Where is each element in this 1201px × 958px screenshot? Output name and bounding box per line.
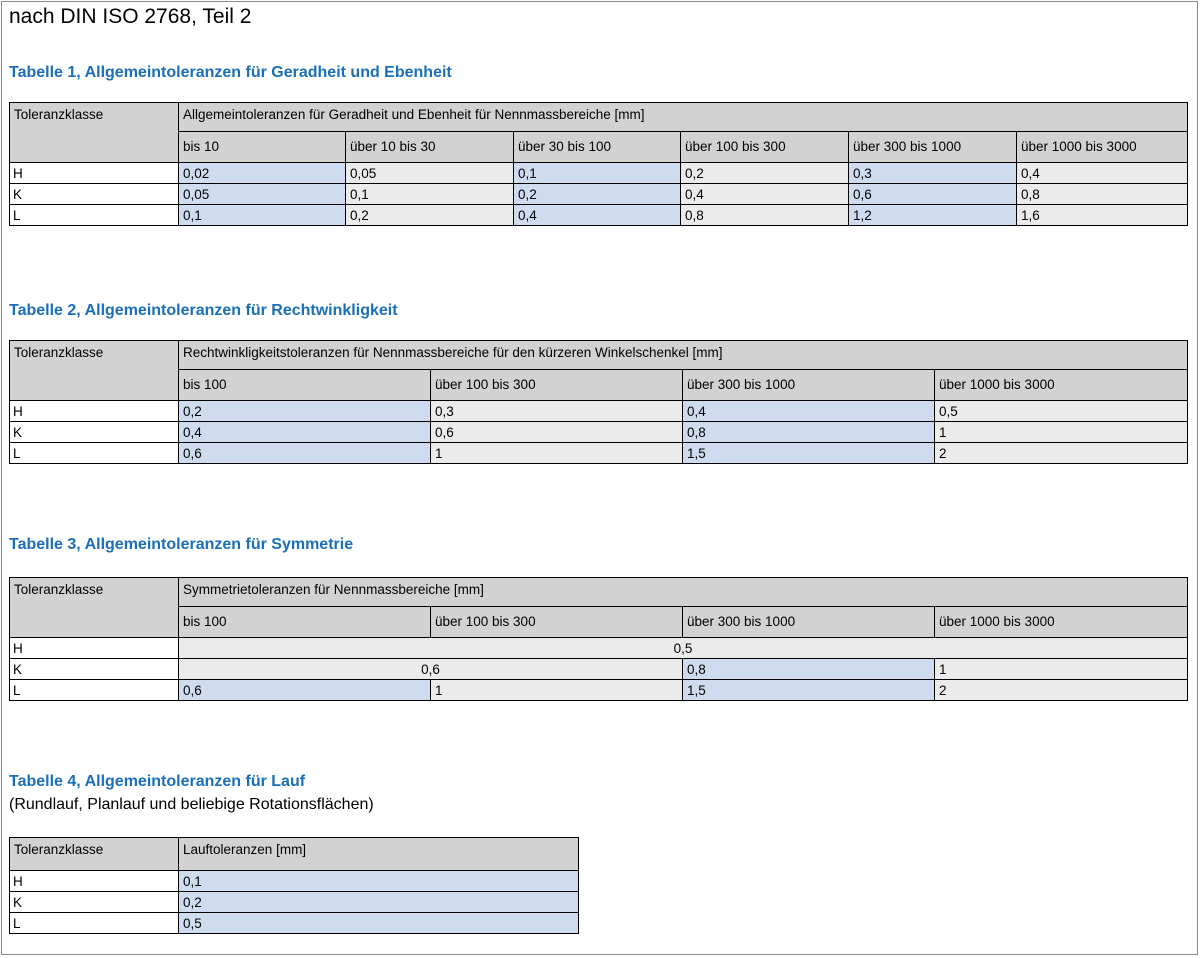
table1-col-header: über 1000 bis 3000 xyxy=(1017,132,1188,163)
table2-value-cell: 0,5 xyxy=(935,401,1188,422)
table4-value-cell: 0,5 xyxy=(179,913,579,934)
table1 xyxy=(9,102,1188,226)
table3 xyxy=(9,577,1188,701)
table1-value-cell: 0,1 xyxy=(514,163,681,184)
table3-value-cell: 0,6 xyxy=(179,680,431,701)
table2-value-cell: 0,4 xyxy=(179,422,431,443)
table3-value-cell: 1,5 xyxy=(683,680,935,701)
table1-col-header: bis 10 xyxy=(179,132,346,163)
table2-value-cell: 0,3 xyxy=(431,401,683,422)
table1-value-cell: 0,4 xyxy=(1017,163,1188,184)
table-row xyxy=(10,184,1188,205)
table-row xyxy=(10,422,1188,443)
table2-col-header: über 300 bis 1000 xyxy=(683,370,935,401)
table3-value-cell: 0,6 xyxy=(179,659,683,680)
table1-value-cell: 0,4 xyxy=(514,205,681,226)
table1-col-header: über 10 bis 30 xyxy=(346,132,514,163)
table1-group-header: Allgemeintoleranzen für Geradheit und Ebenheit für Nennmassbereiche [mm] xyxy=(179,103,1188,132)
table1-col-header: über 100 bis 300 xyxy=(681,132,849,163)
table1-value-cell: 0,05 xyxy=(346,163,514,184)
table-row xyxy=(10,871,579,892)
table2-value-cell: 2 xyxy=(935,443,1188,464)
table2-value-cell: 1 xyxy=(935,422,1188,443)
table4-group-header: Lauftoleranzen [mm] xyxy=(179,838,579,871)
table2-title: Tabelle 2, Allgemeintoleranzen für Rechtwinkligkeit xyxy=(9,302,398,319)
table1-value-cell: 0,4 xyxy=(681,184,849,205)
table3-col-header: bis 100 xyxy=(179,607,431,638)
table2 xyxy=(9,340,1188,464)
table3-value-cell: 0,5 xyxy=(179,638,1188,659)
table2-value-cell: 0,8 xyxy=(683,422,935,443)
table2-value-cell: 1,5 xyxy=(683,443,935,464)
table1-class-cell: H xyxy=(10,163,179,184)
table3-col-header: über 1000 bis 3000 xyxy=(935,607,1188,638)
table3-class-cell: L xyxy=(10,680,179,701)
table4-class-header: Toleranzklasse xyxy=(10,838,179,871)
table1-value-cell: 0,1 xyxy=(179,205,346,226)
table1-class-cell: L xyxy=(10,205,179,226)
table4-class-cell: K xyxy=(10,892,179,913)
table4 xyxy=(9,837,579,934)
table2-value-cell: 1 xyxy=(431,443,683,464)
table1-value-cell: 0,05 xyxy=(179,184,346,205)
table3-value-cell: 1 xyxy=(935,659,1188,680)
table1-value-cell: 1,2 xyxy=(849,205,1017,226)
table3-class-header: Toleranzklasse xyxy=(10,578,179,638)
table-row xyxy=(10,892,579,913)
table1-value-cell: 0,2 xyxy=(346,205,514,226)
table3-value-cell: 1 xyxy=(431,680,683,701)
table1-value-cell: 0,8 xyxy=(681,205,849,226)
table-row xyxy=(10,638,1188,659)
document-title: nach DIN ISO 2768, Teil 2 xyxy=(9,5,252,28)
table1-title: Tabelle 1, Allgemeintoleranzen für Geradheit und Ebenheit xyxy=(9,64,452,81)
table2-class-cell: L xyxy=(10,443,179,464)
table1-value-cell: 0,8 xyxy=(1017,184,1188,205)
table3-value-cell: 0,8 xyxy=(683,659,935,680)
table-row xyxy=(10,401,1188,422)
table4-class-cell: H xyxy=(10,871,179,892)
table3-col-header: über 300 bis 1000 xyxy=(683,607,935,638)
table1-class-cell: K xyxy=(10,184,179,205)
table3-group-header: Symmetrietoleranzen für Nennmassbereiche [mm] xyxy=(179,578,1188,607)
table2-col-header: über 100 bis 300 xyxy=(431,370,683,401)
table-row xyxy=(10,205,1188,226)
table4-value-cell: 0,1 xyxy=(179,871,579,892)
table2-value-cell: 0,6 xyxy=(431,422,683,443)
table1-value-cell: 0,3 xyxy=(849,163,1017,184)
table-row xyxy=(10,659,1188,680)
table-row xyxy=(10,913,579,934)
table3-class-cell: K xyxy=(10,659,179,680)
table4-subtitle: (Rundlauf, Planlauf und beliebige Rotationsflächen) xyxy=(9,796,374,813)
table2-group-header: Rechtwinkligkeitstoleranzen für Nennmassbereiche für den kürzeren Winkelschenkel [mm] xyxy=(179,341,1188,370)
table2-value-cell: 0,4 xyxy=(683,401,935,422)
table3-class-cell: H xyxy=(10,638,179,659)
table2-class-cell: K xyxy=(10,422,179,443)
table1-value-cell: 0,2 xyxy=(681,163,849,184)
table3-value-cell: 2 xyxy=(935,680,1188,701)
table2-class-header: Toleranzklasse xyxy=(10,341,179,401)
table2-col-header: über 1000 bis 3000 xyxy=(935,370,1188,401)
table4-value-cell: 0,2 xyxy=(179,892,579,913)
table4-class-cell: L xyxy=(10,913,179,934)
table1-value-cell: 0,6 xyxy=(849,184,1017,205)
table-row xyxy=(10,443,1188,464)
table1-value-cell: 0,2 xyxy=(514,184,681,205)
table-row xyxy=(10,680,1188,701)
table1-class-header: Toleranzklasse xyxy=(10,103,179,163)
table3-title: Tabelle 3, Allgemeintoleranzen für Symmetrie xyxy=(9,536,354,553)
table3-col-header: über 100 bis 300 xyxy=(431,607,683,638)
table2-value-cell: 0,2 xyxy=(179,401,431,422)
table4-title: Tabelle 4, Allgemeintoleranzen für Lauf xyxy=(9,773,306,790)
table2-col-header: bis 100 xyxy=(179,370,431,401)
table2-class-cell: H xyxy=(10,401,179,422)
table-row xyxy=(10,163,1188,184)
table1-value-cell: 0,1 xyxy=(346,184,514,205)
table1-value-cell: 0,02 xyxy=(179,163,346,184)
table2-value-cell: 0,6 xyxy=(179,443,431,464)
table1-value-cell: 1,6 xyxy=(1017,205,1188,226)
table1-col-header: über 300 bis 1000 xyxy=(849,132,1017,163)
table1-col-header: über 30 bis 100 xyxy=(514,132,681,163)
